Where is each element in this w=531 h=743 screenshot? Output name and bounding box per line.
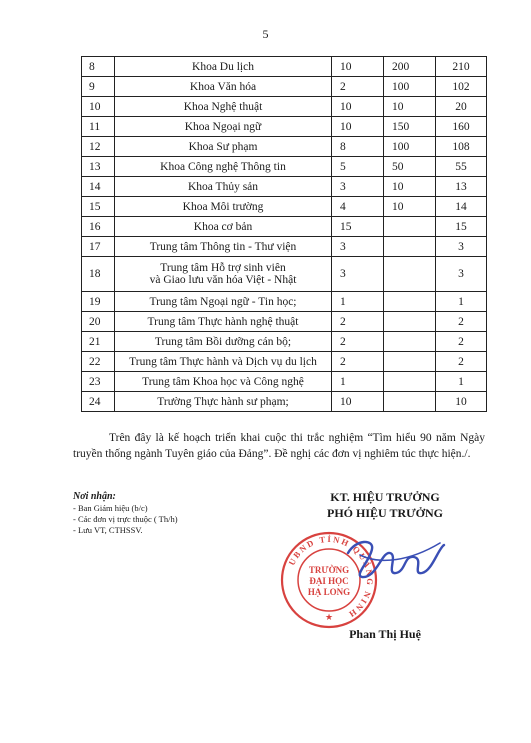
count-b-cell: 150 — [384, 117, 436, 137]
count-b-cell — [384, 257, 436, 292]
total-cell: 1 — [436, 372, 487, 392]
table-row — [82, 217, 487, 237]
unit-name-cell — [115, 97, 332, 117]
unit-name-cell — [115, 372, 332, 392]
row-number-cell: 9 — [82, 77, 115, 97]
total-cell: 108 — [436, 137, 487, 157]
total-cell: 210 — [436, 57, 487, 77]
count-a-cell: 10 — [332, 392, 384, 412]
count-a-cell: 3 — [332, 257, 384, 292]
total-cell: 55 — [436, 157, 487, 177]
unit-name-line: Trung tâm Khoa học và Công nghệ — [142, 375, 304, 388]
table-row — [82, 237, 487, 257]
row-number-cell: 15 — [82, 197, 115, 217]
seal-star-icon: ★ — [324, 612, 334, 622]
count-b-cell — [384, 312, 436, 332]
handwritten-signature-icon — [340, 535, 450, 590]
count-a-cell: 2 — [332, 332, 384, 352]
unit-name-cell — [115, 332, 332, 352]
row-number-cell: 13 — [82, 157, 115, 177]
row-number-cell: 24 — [82, 392, 115, 412]
count-a-cell: 8 — [332, 137, 384, 157]
recipient-item: - Ban Giám hiệu (b/c) — [73, 503, 148, 513]
unit-name-cell — [115, 137, 332, 157]
unit-name-line: Khoa Nghệ thuật — [183, 100, 263, 113]
seal-inner-line-1: TRƯỜNG — [308, 565, 350, 575]
unit-name-cell — [115, 217, 332, 237]
table-row — [82, 77, 487, 97]
unit-name-line: Trung tâm Thực hành nghệ thuật — [147, 315, 299, 328]
unit-name-line: Khoa Văn hóa — [189, 80, 257, 93]
count-a-cell: 10 — [332, 57, 384, 77]
count-b-cell — [384, 352, 436, 372]
count-b-cell — [384, 392, 436, 412]
count-a-cell: 10 — [332, 97, 384, 117]
table-row — [82, 177, 487, 197]
unit-name-line: Khoa Sư phạm — [188, 140, 258, 153]
unit-name-line: Khoa Môi trường — [182, 200, 264, 213]
total-cell: 3 — [436, 237, 487, 257]
total-cell: 1 — [436, 292, 487, 312]
unit-name-cell — [115, 352, 332, 372]
unit-name-line: Trung tâm Thông tin - Thư viện — [149, 240, 297, 253]
total-cell: 3 — [436, 257, 487, 292]
unit-name-line: Khoa Thủy sản — [187, 180, 259, 193]
row-number-cell: 19 — [82, 292, 115, 312]
total-cell: 14 — [436, 197, 487, 217]
count-b-cell: 10 — [384, 197, 436, 217]
total-cell: 15 — [436, 217, 487, 237]
unit-name-cell — [115, 117, 332, 137]
unit-name-cell — [115, 77, 332, 97]
unit-name-cell — [115, 292, 332, 312]
row-number-cell: 10 — [82, 97, 115, 117]
total-cell: 13 — [436, 177, 487, 197]
count-b-cell: 100 — [384, 77, 436, 97]
count-a-cell: 3 — [332, 237, 384, 257]
table-row — [82, 292, 487, 312]
total-cell: 10 — [436, 392, 487, 412]
row-number-cell: 20 — [82, 312, 115, 332]
unit-name-line: Khoa cơ bản — [193, 220, 253, 233]
unit-name-cell — [115, 197, 332, 217]
signature-title-line-2: PHÓ HIỆU TRƯỞNG — [326, 506, 443, 520]
count-b-cell — [384, 217, 436, 237]
count-b-cell: 10 — [384, 97, 436, 117]
recipient-item: - Lưu VT, CTHSSV. — [73, 525, 143, 535]
row-number-cell: 8 — [82, 57, 115, 77]
unit-name-line: Trường Thực hành sư phạm; — [157, 395, 289, 408]
unit-name-line: Trung tâm Thực hành và Dịch vụ du lịch — [129, 355, 317, 368]
unit-name-line: Trung tâm Bồi dưỡng cán bộ; — [154, 335, 292, 348]
recipients-block — [73, 490, 273, 536]
count-b-cell: 200 — [384, 57, 436, 77]
total-cell: 160 — [436, 117, 487, 137]
table-row — [82, 117, 487, 137]
seal-inner-line-3: HẠ LONG — [307, 587, 351, 597]
row-number-cell: 18 — [82, 257, 115, 292]
table-row — [82, 372, 487, 392]
count-b-cell: 100 — [384, 137, 436, 157]
signature-title-line-1: KT. HIỆU TRƯỞNG — [330, 490, 440, 504]
participants-table-body — [82, 57, 487, 412]
row-number-cell: 11 — [82, 117, 115, 137]
count-a-cell: 4 — [332, 197, 384, 217]
row-number-cell: 21 — [82, 332, 115, 352]
count-b-cell: 10 — [384, 177, 436, 197]
unit-name-line: Khoa Công nghệ Thông tin — [160, 160, 286, 173]
table-row — [82, 392, 487, 412]
recipient-item: - Các đơn vị trực thuộc ( Th/h) — [73, 514, 178, 524]
count-a-cell: 2 — [332, 352, 384, 372]
unit-name-line: Trung tâm Ngoại ngữ - Tin học; — [149, 295, 297, 308]
count-b-cell — [384, 332, 436, 352]
total-cell: 2 — [436, 312, 487, 332]
unit-name-cell — [115, 57, 332, 77]
table-row — [82, 97, 487, 117]
count-b-cell: 50 — [384, 157, 436, 177]
signature-title — [300, 489, 470, 521]
row-number-cell: 14 — [82, 177, 115, 197]
seal-outer-text: UBND TỈNH QUẢNG NINH — [286, 533, 376, 621]
unit-name-cell — [115, 237, 332, 257]
count-a-cell: 15 — [332, 217, 384, 237]
table-row — [82, 352, 487, 372]
page-number: 5 — [262, 27, 269, 41]
total-cell: 2 — [436, 352, 487, 372]
unit-name-cell — [115, 257, 332, 292]
total-cell: 20 — [436, 97, 487, 117]
count-a-cell: 10 — [332, 117, 384, 137]
unit-name-cell — [115, 392, 332, 412]
recipients-heading: Nơi nhận: — [73, 491, 116, 502]
row-number-cell: 22 — [82, 352, 115, 372]
unit-name-line: Khoa Du lịch — [192, 60, 254, 73]
recipients-list — [73, 503, 273, 536]
unit-name-line: Trung tâm Hỗ trợ sinh viên — [160, 262, 286, 274]
signer-name: Phan Thị Huệ — [349, 627, 421, 641]
table-row — [82, 57, 487, 77]
participants-table — [81, 56, 487, 412]
unit-name-cell — [115, 312, 332, 332]
table-row — [82, 137, 487, 157]
table-row — [82, 197, 487, 217]
unit-name-cell — [115, 157, 332, 177]
row-number-cell: 16 — [82, 217, 115, 237]
count-a-cell: 3 — [332, 177, 384, 197]
row-number-cell: 17 — [82, 237, 115, 257]
unit-name-cell — [115, 177, 332, 197]
count-a-cell: 2 — [332, 312, 384, 332]
row-number-cell: 23 — [82, 372, 115, 392]
total-cell: 102 — [436, 77, 487, 97]
unit-name-line: và Giao lưu văn hóa Việt - Nhật — [149, 274, 297, 286]
count-b-cell — [384, 372, 436, 392]
total-cell: 2 — [436, 332, 487, 352]
row-number-cell: 12 — [82, 137, 115, 157]
unit-name-line: Khoa Ngoại ngữ — [184, 120, 262, 133]
seal-inner-line-2: ĐẠI HỌC — [309, 576, 349, 586]
count-a-cell: 2 — [332, 77, 384, 97]
table-row — [82, 157, 487, 177]
count-b-cell — [384, 237, 436, 257]
closing-paragraph: Trên đây là kế hoạch triển khai cuộc thi trắc nghiệm “Tìm hiểu 90 năm Ngày truyền thống ngành Tuyên giáo của Đảng”. Đề nghị các đơn vị nghiêm túc thực hiện./. — [73, 432, 485, 460]
table-row — [82, 312, 487, 332]
table-row — [82, 257, 487, 292]
count-a-cell: 5 — [332, 157, 384, 177]
count-a-cell: 1 — [332, 372, 384, 392]
count-a-cell: 1 — [332, 292, 384, 312]
table-row — [82, 332, 487, 352]
count-b-cell — [384, 292, 436, 312]
